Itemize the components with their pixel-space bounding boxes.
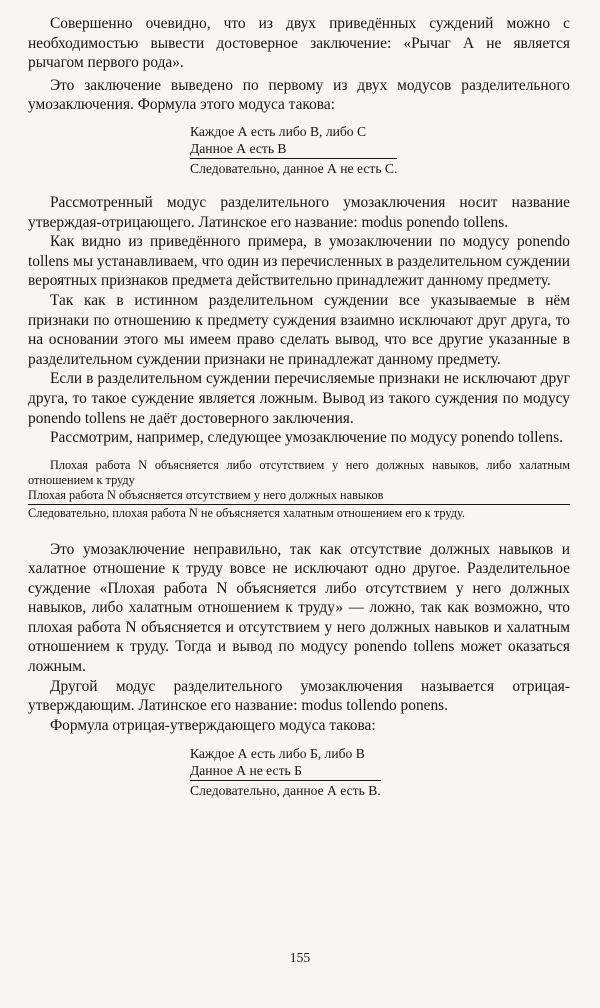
formula-2-premise-2: Данное А не есть Б (190, 763, 302, 779)
paragraph-10: Формула отрицая-утверждающего модуса такова: (50, 716, 376, 734)
formula-2-conclusion: Следовательно, данное А есть В. (190, 783, 381, 799)
formula-2-premise-1: Каждое А есть либо Б, либо В (190, 746, 365, 762)
paragraph-2: Это заключение выведено по первому из двух модусов разделительного умозаключения. Формула этого модуса такова: (28, 76, 570, 114)
paragraph-6: Если в разделительном суждении перечисляемые признаки не исключают друг друга, то такое суждение является ложным. Вывод из такого суждения по модусу ponendo tollens не даёт достоверного заключения. (28, 370, 570, 427)
formula-1-premise-2: Данное А есть В (190, 140, 287, 156)
syllogism-formula-2 (190, 745, 381, 799)
formula-2-rule (190, 780, 381, 781)
paragraph-8: Это умозаключение неправильно, так как отсутствие должных навыков и халатное отношение к труду вовсе не исключают одно другое. Разделительное суждение «Плохая работа N объясняется либо отсутствием у него должных навыков, либо халатным отношением к труду» — ложно, так как возможно, что плохая работа N объясняется и отсутствием у него должных навыков и халатным отношением к труду. Тогда и вывод по модусу ponendo tollens может оказаться ложным. (28, 540, 570, 676)
example-premise-2: Плохая работа N объясняется отсутствием у него должных навыков (28, 488, 384, 503)
paragraph-9: Другой модус разделительного умозаключения называется отрицая-утверждающим. Латинское его название: modus tollendo ponens. (28, 677, 570, 715)
formula-1-conclusion: Следовательно, данное А не есть С. (190, 160, 398, 176)
formula-1-rule (190, 158, 397, 159)
paragraph-7: Рассмотрим, например, следующее умозаключение по модусу ponendo tollens. (50, 429, 563, 447)
example-conclusion: Следовательно, плохая работа N не объясняется халатным отношением его к труду. (28, 506, 465, 521)
paragraph-5: Так как в истинном разделительном суждении все указываемые в нём признаки по отношению к предмету суждения взаимно исключают друг друга, то на основании этого мы имеем право сделать вывод, что все другие указанные в разделительном суждении признаки не принадлежат данному предмету. (28, 291, 570, 368)
paragraph-4: Как видно из приведённого примера, в умозаключении по модусу ponendo tollens мы устанавливаем, что один из перечисленных в разделительном суждении вероятных признаков предмета действительно принадлежит данному предмету. (28, 233, 570, 290)
page-number: 155 (289, 950, 311, 965)
example-syllogism (28, 458, 570, 522)
example-premise-1: Плохая работа N объясняется либо отсутствием у него должных навыков, либо халатным отношением к труду (28, 457, 570, 487)
formula-1-premise-1: Каждое А есть либо В, либо С (190, 123, 367, 139)
paragraph-3: Рассмотренный модус разделительного умозаключения носит название утверждая-отрицающего. Латинское его название: modus ponendo tollens. (28, 193, 570, 231)
syllogism-formula-1 (190, 123, 397, 177)
example-rule (28, 504, 570, 505)
paragraph-1: Совершенно очевидно, что из двух приведённых суждений можно с необходимостью вывести достоверное заключение: «Рычаг А не является рычагом первого рода». (28, 15, 570, 72)
